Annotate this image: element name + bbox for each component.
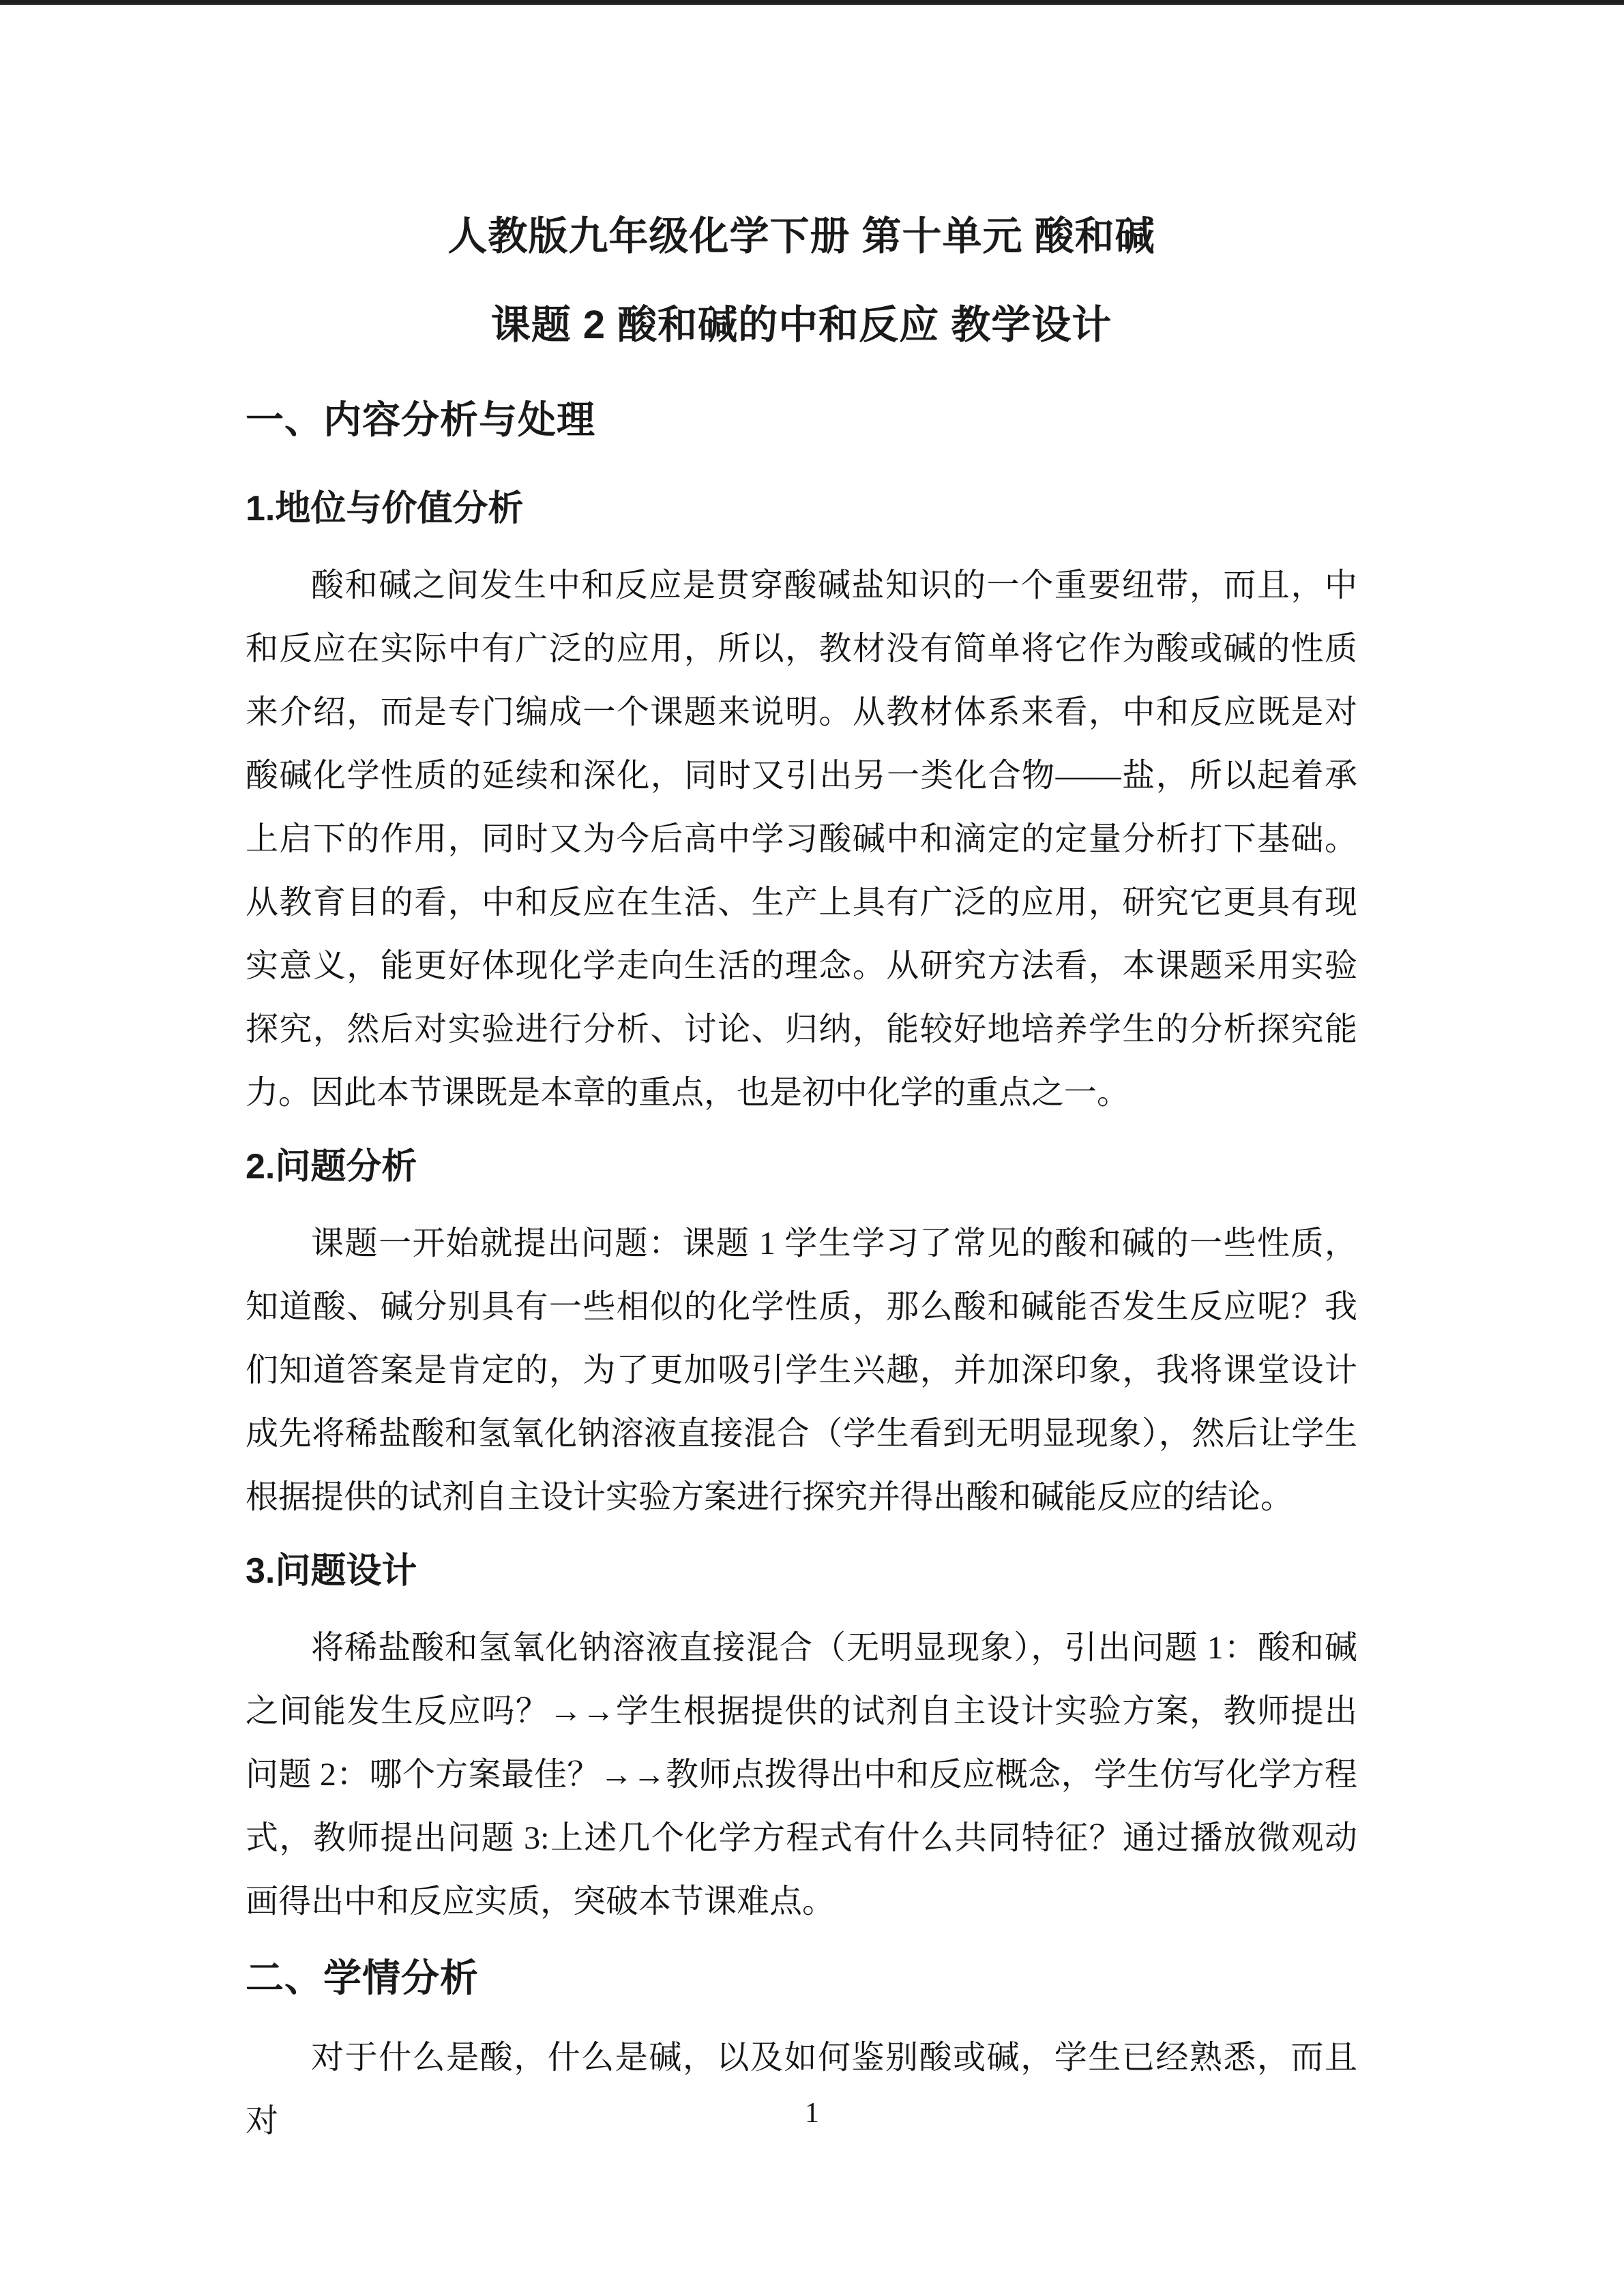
top-border-line [0, 0, 1624, 5]
paragraph-problem-analysis: 课题一开始就提出问题：课题 1 学生学习了常见的酸和碱的一些性质，知道酸、碱分别具有一些相似的化学性质，那么酸和碱能否发生反应呢？我们知道答案是肯定的，为了更加吸引学生兴趣，并加深印象，我将课堂设计成先将稀盐酸和氢氧化钠溶液直接混合（学生看到无明显现象），然后让学生根据提供的试剂自主设计实验方案进行探究并得出酸和碱能反应的结论。 [246, 1225, 1357, 1515]
document-title-line-2: 课题 2 酸和碱的中和反应 教学设计 [490, 303, 1112, 347]
page-number: 1 [805, 2098, 819, 2129]
document-title-line-1: 人教版九年级化学下册 第十单元 酸和碱 [447, 214, 1155, 258]
subsection-heading-problem-design: 3.问题设计 [246, 1551, 417, 1591]
subsection-heading-problem-analysis: 2.问题分析 [246, 1147, 417, 1187]
section-heading-learner-analysis: 二、学情分析 [246, 1956, 479, 1999]
paragraph-problem-design: 将稀盐酸和氢氧化钠溶液直接混合（无明显现象），引出问题 1：酸和碱之间能发生反应吗？→→学生根据提供的试剂自主设计实验方案，教师提出问题 2：哪个方案最佳？→→教师点拨得出中和反应概念，学生仿写化学方程式，教师提出问题 3:上述几个化学方程式有什么共同特征？通过播放微观动画得出中和反应实质，突破本节课难点。 [246, 1630, 1357, 1920]
section-heading-content-analysis: 一、内容分析与处理 [246, 398, 595, 441]
paragraph-learner-analysis: 对于什么是酸，什么是碱，以及如何鉴别酸或碱，学生已经熟悉，而且对 [246, 2040, 1357, 2139]
paragraph-position-value-analysis: 酸和碱之间发生中和反应是贯穿酸碱盐知识的一个重要纽带，而且，中和反应在实际中有广泛的应用，所以，教材没有简单将它作为酸或碱的性质来介绍，而是专门编成一个课题来说明。从教材体系来看，中和反应既是对酸碱化学性质的延续和深化，同时又引出另一类化合物——盐，所以起着承上启下的作用，同时又为今后高中学习酸碱中和滴定的定量分析打下基础。从教育目的看，中和反应在生活、生产上具有广泛的应用，研究它更具有现实意义，能更好体现化学走向生活的理念。从研究方法看，本课题采用实验探究，然后对实验进行分析、讨论、归纳，能较好地培养学生的分析探究能力。因此本节课既是本章的重点，也是初中化学的重点之一。 [246, 567, 1357, 1111]
document-content [246, 0, 1357, 2153]
subsection-heading-position-value-analysis: 1.地位与价值分析 [246, 489, 524, 528]
